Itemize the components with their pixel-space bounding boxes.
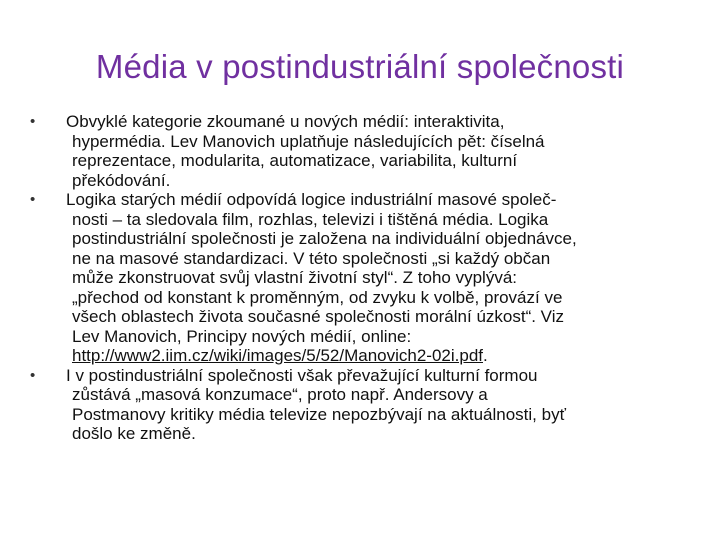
bullet-text-line: hypermédia. Lev Manovich uplatňuje následujících pět: číselná [72, 131, 545, 151]
bullet-text-line: Logika starých médií odpovídá logice industriální masové společ- [66, 190, 557, 209]
bullet-item [30, 190, 686, 366]
bullet-text-line: došlo ke změně. [72, 424, 196, 443]
bullet-point-icon: • [30, 191, 36, 208]
link-suffix: . [483, 346, 488, 365]
bullet-text-line: zůstává „masová konzumace“, proto např. Andersovy a [72, 385, 488, 404]
reference-line [72, 346, 686, 366]
bullet-point-icon: • [30, 366, 36, 384]
bullet-item [30, 112, 686, 190]
bullet-text-line: Obvyklé kategorie zkoumané u nových médií: interaktivita, [66, 112, 505, 131]
bullet-text-line: „přechod od konstant k proměnným, od zvyku k volbě, provází ve [72, 287, 563, 307]
slide-title: Média v postindustriální společnosti [95, 48, 625, 85]
bullet-point-icon: • [30, 113, 36, 130]
bullet-item [30, 366, 686, 444]
bullet-text-line: reprezentace, modularita, automatizace, variabilita, kulturní [72, 151, 518, 170]
bullet-text-line: všech oblastech života současné společnosti morální úzkost“. Viz [72, 307, 564, 326]
bullet-list [30, 112, 686, 444]
bullet-text-line: může zkonstruovat svůj vlastní životní styl“. Z toho vyplývá: [72, 268, 517, 287]
bullet-text-line: Postmanovy kritiky média televize nepozbývají na aktuálnosti, byť [72, 404, 566, 424]
bullet-text-line: nosti – ta sledovala film, rozhlas, televizi i tištěná média. Logika [72, 209, 549, 229]
bullet-text-line: I v postindustriální společnosti však převažující kulturní formou [66, 365, 538, 385]
bullet-text-line: Lev Manovich, Principy nových médií, online: [72, 326, 412, 346]
bullet-text-line: postindustriální společnosti je založena na individuální objednávce, [72, 229, 577, 248]
bullet-text-line: ne na masové standardizaci. V této společnosti „si každý občan [72, 248, 551, 268]
manovich-pdf-link[interactable]: http://www2.iim.cz/wiki/images/5/52/Manovich2-02i.pdf [72, 346, 483, 365]
bullet-text-line: překódování. [72, 170, 171, 190]
